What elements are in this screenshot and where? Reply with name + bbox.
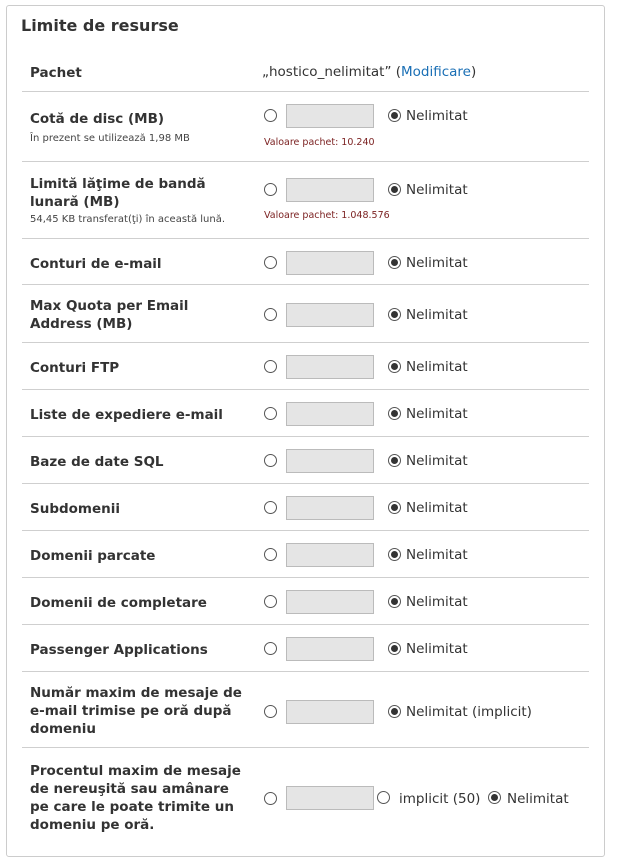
max-quota-unlimited-label: Nelimitat — [406, 307, 468, 323]
max-emails-unlimited-radio[interactable] — [388, 705, 401, 718]
ftp-unlimited-label: Nelimitat — [406, 359, 468, 375]
bandwidth-label: Limită lăţime de bandă lunară (MB) — [30, 176, 206, 210]
disk-custom-radio[interactable] — [264, 109, 277, 122]
row-max-emails-per-hour — [22, 672, 589, 748]
parked-unlimited-radio[interactable] — [388, 548, 401, 561]
max-fail-input[interactable] — [286, 786, 374, 810]
disk-usage: În prezent se utilizează 1,98 MB — [30, 133, 190, 144]
parked-label: Domenii parcate — [30, 548, 156, 564]
row-sql-databases — [22, 437, 589, 484]
passenger-input[interactable] — [286, 637, 374, 661]
subdomains-custom-radio[interactable] — [264, 501, 277, 514]
ftp-custom-radio[interactable] — [264, 360, 277, 373]
ftp-input[interactable] — [286, 355, 374, 379]
mailing-lists-unlimited-radio[interactable] — [388, 407, 401, 420]
email-accounts-label: Conturi de e-mail — [30, 256, 162, 272]
bandwidth-unlimited-radio[interactable] — [388, 183, 401, 196]
max-emails-custom-radio[interactable] — [264, 705, 277, 718]
row-package — [22, 53, 589, 92]
row-parked-domains — [22, 531, 589, 578]
email-accounts-custom-radio[interactable] — [264, 256, 277, 269]
email-accounts-unlimited-radio[interactable] — [388, 256, 401, 269]
row-bandwidth — [22, 162, 589, 239]
sql-input[interactable] — [286, 449, 374, 473]
row-max-fail-percentage — [22, 748, 589, 848]
ftp-label: Conturi FTP — [30, 360, 120, 376]
subdomains-label: Subdomenii — [30, 501, 121, 517]
row-addon-domains — [22, 578, 589, 625]
bandwidth-usage: 54,45 KB transferat(ţi) în această lună. — [30, 214, 226, 225]
row-mailing-lists — [22, 390, 589, 437]
parked-input[interactable] — [286, 543, 374, 567]
sql-custom-radio[interactable] — [264, 454, 277, 467]
sql-unlimited-label: Nelimitat — [406, 453, 468, 469]
package-label: Pachet — [30, 65, 82, 81]
passenger-label: Passenger Applications — [30, 642, 208, 658]
bandwidth-input[interactable] — [286, 178, 374, 202]
mailing-lists-input[interactable] — [286, 402, 374, 426]
max-fail-default-radio[interactable] — [377, 791, 390, 804]
addon-custom-radio[interactable] — [264, 595, 277, 608]
resource-limits-panel — [6, 5, 605, 857]
modify-package-link[interactable]: Modificare — [401, 64, 471, 80]
subdomains-input[interactable] — [286, 496, 374, 520]
addon-unlimited-radio[interactable] — [388, 595, 401, 608]
email-accounts-input[interactable] — [286, 251, 374, 275]
panel-title: Limite de resurse — [21, 16, 179, 35]
bandwidth-custom-radio[interactable] — [264, 183, 277, 196]
parked-custom-radio[interactable] — [264, 548, 277, 561]
sql-unlimited-radio[interactable] — [388, 454, 401, 467]
addon-input[interactable] — [286, 590, 374, 614]
row-ftp-accounts — [22, 343, 589, 390]
email-accounts-unlimited-label: Nelimitat — [406, 255, 468, 271]
bandwidth-package-value: Valoare pachet: 1.048.576 — [264, 210, 390, 221]
row-max-quota — [22, 285, 589, 343]
disk-quota-input[interactable] — [286, 104, 374, 128]
max-quota-label: Max Quota per Email Address (MB) — [30, 298, 189, 332]
parked-unlimited-label: Nelimitat — [406, 547, 468, 563]
max-emails-label: Număr maxim de mesaje de e-mail trimise pe oră după domeniu — [30, 685, 242, 737]
passenger-unlimited-radio[interactable] — [388, 642, 401, 655]
row-passenger-apps — [22, 625, 589, 672]
mailing-lists-label: Liste de expediere e-mail — [30, 407, 223, 423]
ftp-unlimited-radio[interactable] — [388, 360, 401, 373]
disk-unlimited-radio[interactable] — [388, 109, 401, 122]
passenger-custom-radio[interactable] — [264, 642, 277, 655]
disk-unlimited-label: Nelimitat — [406, 108, 468, 124]
max-fail-default-label: implicit (50) — [399, 791, 481, 807]
sql-label: Baze de date SQL — [30, 454, 164, 470]
subdomains-unlimited-label: Nelimitat — [406, 500, 468, 516]
package-value: „hostico_nelimitat” (Modificare) — [262, 64, 477, 80]
row-email-accounts — [22, 239, 589, 285]
max-quota-unlimited-radio[interactable] — [388, 308, 401, 321]
subdomains-unlimited-radio[interactable] — [388, 501, 401, 514]
addon-unlimited-label: Nelimitat — [406, 594, 468, 610]
max-fail-label: Procentul maxim de mesaje de nereuşită sau amânare pe care le poate trimite un domeniu pe oră. — [30, 763, 241, 833]
addon-label: Domenii de completare — [30, 595, 207, 611]
mailing-lists-custom-radio[interactable] — [264, 407, 277, 420]
max-emails-input[interactable] — [286, 700, 374, 724]
max-emails-unlimited-label: Nelimitat (implicit) — [406, 704, 532, 720]
bandwidth-unlimited-label: Nelimitat — [406, 182, 468, 198]
disk-package-value: Valoare pachet: 10.240 — [264, 137, 375, 148]
passenger-unlimited-label: Nelimitat — [406, 641, 468, 657]
max-fail-unlimited-label: Nelimitat — [507, 791, 569, 807]
max-fail-custom-radio[interactable] — [264, 792, 277, 805]
max-fail-unlimited-radio[interactable] — [488, 791, 501, 804]
mailing-lists-unlimited-label: Nelimitat — [406, 406, 468, 422]
row-subdomains — [22, 484, 589, 531]
disk-label: Cotă de disc (MB) — [30, 111, 165, 127]
max-quota-custom-radio[interactable] — [264, 308, 277, 321]
row-disk-quota — [22, 92, 589, 162]
max-quota-input[interactable] — [286, 303, 374, 327]
